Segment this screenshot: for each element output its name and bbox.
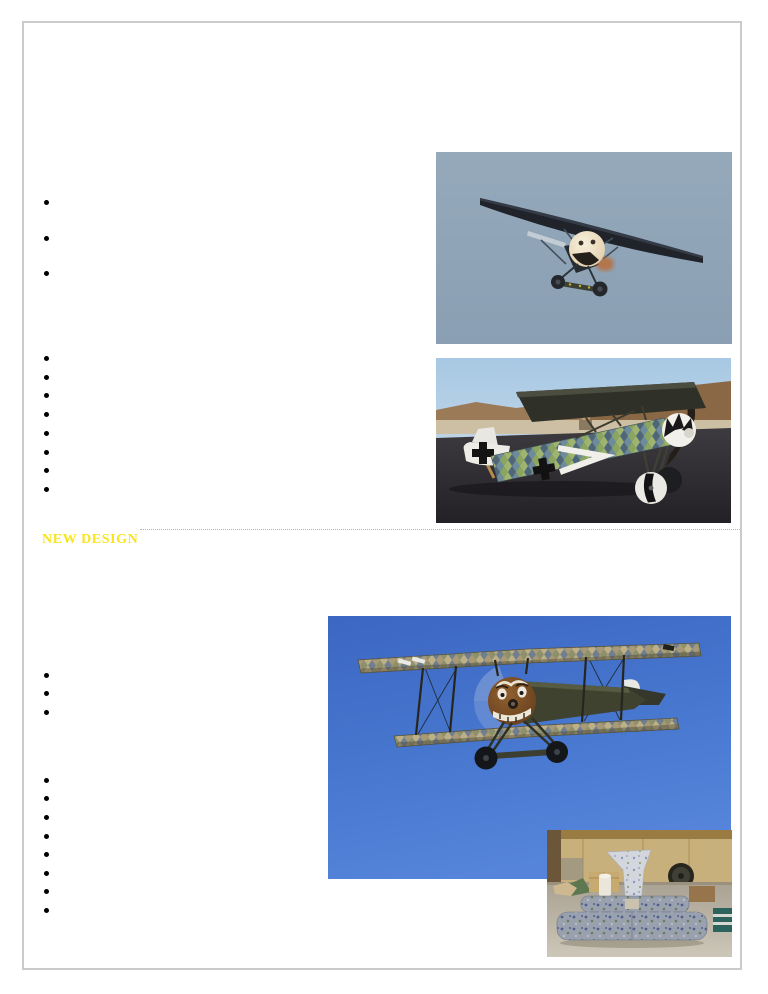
- wall-top-strip: [547, 830, 732, 839]
- list-item: [44, 771, 61, 790]
- cowl-face: [488, 677, 536, 725]
- photo-workshop-wings: [547, 830, 732, 957]
- heading-new-design: NEW DESIGN: [42, 532, 139, 547]
- list-item: [44, 827, 61, 846]
- list-item: [44, 405, 61, 424]
- list-item: [44, 703, 61, 722]
- brown-box: [689, 886, 715, 902]
- photo-fokker-on-runway: [436, 358, 731, 523]
- list-item: [44, 443, 61, 462]
- teal-stack: [713, 908, 732, 932]
- list-item: [44, 685, 61, 704]
- list-item: [44, 349, 61, 368]
- list-item: [44, 666, 61, 685]
- bullet-list-2: [44, 349, 61, 499]
- list-item: [44, 368, 61, 387]
- list-item: [44, 883, 61, 902]
- bullet-list-1: [44, 185, 61, 292]
- white-canister: [599, 876, 611, 896]
- label-patch: [625, 899, 639, 909]
- list-item: [44, 221, 61, 257]
- list-item: [44, 185, 61, 221]
- list-item: [44, 901, 61, 920]
- list-item: [44, 387, 61, 406]
- bullet-list-3: [44, 666, 61, 722]
- bullet-list-4: [44, 771, 61, 920]
- list-item: [44, 808, 61, 827]
- list-item: [44, 256, 61, 292]
- list-item: [44, 790, 61, 809]
- clutter: [561, 858, 583, 880]
- list-item: [44, 480, 61, 499]
- doorway: [547, 830, 561, 882]
- photo-monoplane-flying: [436, 152, 732, 344]
- spinner: [684, 428, 694, 438]
- dotted-divider: [140, 529, 740, 530]
- list-item: [44, 845, 61, 864]
- list-item: [44, 864, 61, 883]
- list-item: [44, 424, 61, 443]
- list-item: [44, 462, 61, 481]
